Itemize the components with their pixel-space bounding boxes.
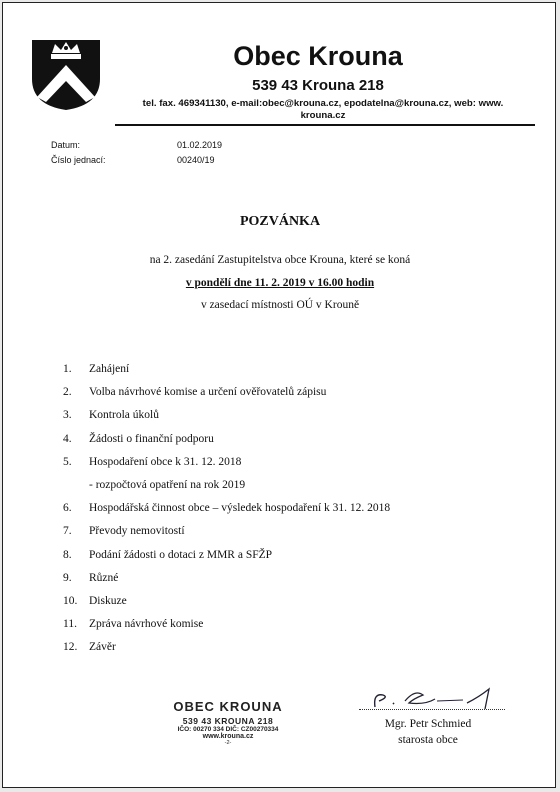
contact-line-2: krouna.cz	[300, 110, 346, 121]
agenda-item-text: Hospodaření obce k 31. 12. 2018	[89, 456, 242, 468]
agenda-item-number: 4.	[63, 433, 72, 445]
document-title: POZVÁNKA	[239, 214, 321, 229]
agenda-item-text: Diskuze	[89, 595, 127, 607]
agenda-item-number: 11.	[63, 618, 77, 630]
agenda-item-text: Zpráva návrhové komise	[89, 618, 204, 630]
agenda-item-number: 8.	[63, 549, 72, 561]
signer-role: starosta obce	[398, 734, 458, 746]
municipality-address: 539 43 Krouna 218	[252, 77, 384, 94]
agenda-item-text: Hospodářská činnost obce – výsledek hospodaření k 31. 12. 2018	[89, 502, 391, 514]
agenda-item-text: Podání žádosti o dotaci z MMR a SFŽP	[89, 549, 273, 561]
stamp-ids: IČO: 00270 334 DIČ: CZ00270334	[177, 726, 279, 733]
agenda-item-text: Volba návrhové komise a určení ověřovatelů zápisu	[89, 386, 327, 398]
meeting-date: v pondělí dne 11. 2. 2019 v 16.00 hodin	[185, 277, 375, 289]
stamp-web: www.krouna.cz	[202, 733, 254, 740]
handwritten-signature	[363, 679, 513, 713]
agenda-item-text: Různé	[89, 572, 119, 584]
agenda-item-number: 7.	[63, 525, 72, 537]
agenda-item-text: Žádosti o finanční podporu	[89, 433, 214, 445]
agenda-item-text: Kontrola úkolů	[89, 409, 159, 421]
agenda-item-text: - rozpočtová opatření na rok 2019	[89, 479, 246, 491]
stamp-address: 539 43 KROUNA 218	[182, 716, 274, 726]
date-value: 01.02.2019	[177, 140, 223, 150]
agenda-item-number: 10.	[63, 595, 78, 607]
agenda-item-number: 9.	[63, 572, 72, 584]
municipality-name: Obec Krouna	[233, 41, 403, 71]
reference-number-label: Číslo jednací:	[51, 155, 106, 165]
date-label: Datum:	[51, 140, 81, 150]
municipal-crest-icon	[31, 39, 101, 111]
signature-line	[359, 709, 505, 710]
agenda-item-number: 2.	[63, 386, 72, 398]
official-stamp	[153, 699, 303, 746]
agenda-item-number: 6.	[63, 502, 72, 514]
agenda-item-text: Závěr	[89, 641, 116, 653]
agenda-item-number: 12.	[63, 641, 78, 653]
agenda-item-number: 1.	[63, 363, 72, 375]
contact-line-1: tel. fax. 469341130, e-mail:obec@krouna.cz, epodatelna@krouna.cz, web: www.	[142, 98, 504, 109]
agenda-item-text: Zahájení	[89, 363, 130, 375]
reference-number-value: 00240/19	[177, 155, 215, 165]
signer-name: Mgr. Petr Schmied	[384, 718, 472, 730]
stamp-number: -2-	[224, 740, 232, 746]
document-page	[2, 2, 556, 788]
agenda-item-number: 5.	[63, 456, 72, 468]
agenda-item-text: Převody nemovitostí	[89, 525, 185, 537]
stamp-name: OBEC KROUNA	[173, 699, 283, 714]
contact-info	[113, 98, 533, 122]
agenda-item-number: 3.	[63, 409, 72, 421]
header-divider	[115, 124, 535, 126]
meeting-intro: na 2. zasedání Zastupitelstva obce Krouna, které se koná	[149, 254, 411, 266]
meeting-place: v zasedací místnosti OÚ v Krouně	[200, 299, 360, 311]
